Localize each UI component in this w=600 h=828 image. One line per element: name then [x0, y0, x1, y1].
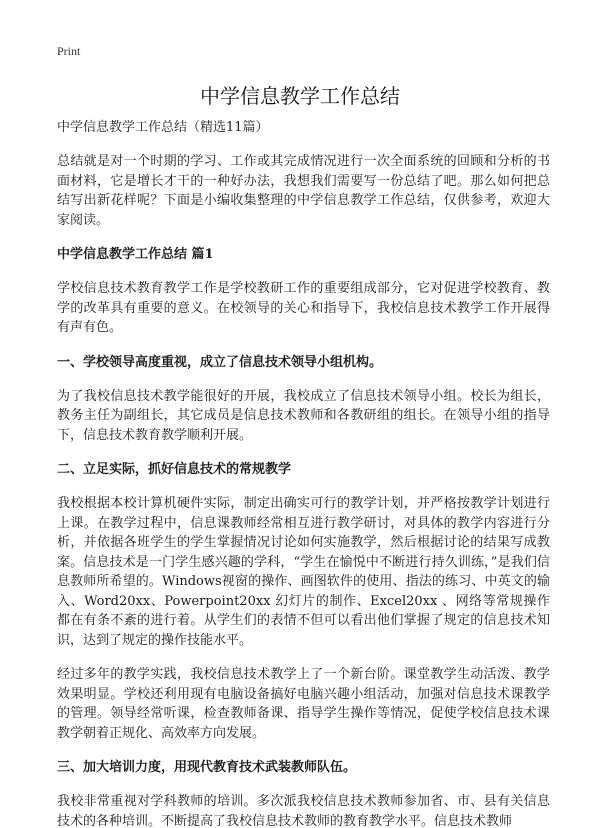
section-3-paragraph: 我校非常重视对学科教师的培训。多次派我校信息技术教师参加省、市、县有关信息技术的各种培训。不断提高了我校信息技术教师的教育教学水平。信息技术教师 — [57, 794, 550, 828]
print-label: Print — [57, 44, 81, 58]
document-subtitle: 中学信息教学工作总结（精选11篇） — [57, 120, 269, 135]
section-2-heading: 二、立足实际，抓好信息技术的常规教学 — [57, 462, 292, 477]
section-2-paragraph-2: 经过多年的教学实践，我校信息技术教学上了一个新台阶。课堂教学生动活泼、教学效果明显。学校还利用现有电脑设备搞好电脑兴趣小组活动，加强对信息技术课教学的管理。领导经常听课，检查教师备课、指导学生操作等情况，促使学校信息技术课教学朝着正规化、高效率方向发展。 — [57, 667, 550, 741]
section-1-paragraph: 为了我校信息技术教学能很好的开展，我校成立了信息技术领导小组。校长为组长，教务主任为副组长，其它成员是信息技术教师和各教研组的组长。在领导小组的指导下，信息技术教育教学顺利开展。 — [57, 388, 550, 443]
section-2-paragraph-1: 我校根据本校计算机硬件实际，制定出确实可行的教学计划，并严格按教学计划进行上课。在教学过程中，信息课教师经常相互进行教学研讨，对具体的教学内容进行分析，并依据各班学生的学生掌握情况讨论如何实施教学，然后根据讨论的结果写成教案。信息技术是一门学生感兴趣的学科，“学生在愉悦中不断进行持久训练，”是我们信息教师所希望的。Windows视窗的操作、画图软件的使用、指法的练习、中英文的输入、Word20xx、Powerpoint20xx 幻灯片的制作、Excel20xx 、网络等常规操作都在有条不紊的进行着。从学生们的表情不但可以看出他们掌握了规定的信息技术知识，达到了规定的操作技能水平。 — [57, 496, 550, 648]
page-title: 中学信息教学工作总结 — [200, 84, 400, 108]
article-heading: 中学信息教学工作总结 篇1 — [57, 247, 214, 262]
intro-paragraph: 总结就是对一个时期的学习、工作或其完成情况进行一次全面系统的回顾和分析的书面材料，它是增长才干的一种好办法，我想我们需要写一份总结了吧。那么如何把总结写出新花样呢？下面是小编收集整理的中学信息教学工作总结，仅供参考，欢迎大家阅读。 — [57, 154, 550, 228]
article-intro-paragraph: 学校信息技术教育教学工作是学校教研工作的重要组成部分，它对促进学校教育、教学的改革具有重要的意义。在校领导的关心和指导下，我校信息技术教学工作开展得有声有色。 — [57, 281, 550, 335]
section-3-heading: 三、加大培训力度，用现代教育技术武装教师队伍。 — [57, 760, 357, 775]
section-1-heading: 一、学校领导高度重视，成立了信息技术领导小组机构。 — [57, 354, 383, 370]
document-body — [57, 118, 550, 828]
